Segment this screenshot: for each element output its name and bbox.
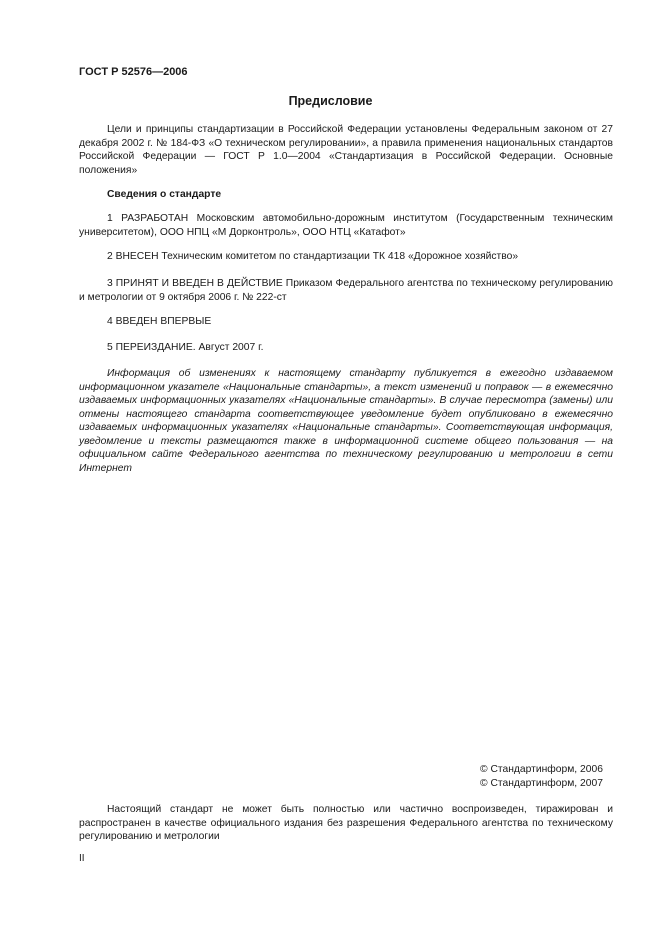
intro-paragraph: Цели и принципы стандартизации в Российской Федерации установлены Федеральным законом от 27 декабря 2002 г. № 184-ФЗ «О техническом регулировании», а правила применения национальных стандартов Российской Федерации — ГОСТ Р 1.0—2004 «Стандартизация в Российской Федерации. Основные положения»	[79, 124, 613, 176]
copyright-line: © Стандартинформ, 2006	[480, 764, 603, 775]
info-note: Информация об изменениях к настоящему стандарту публикуется в ежегодно издаваемом информационном указателе «Национальные стандарты», а текст изменений и поправок — в ежемесячно издаваемых информационных указателях «Национальные стандарты». В случае пересмотра (замены) или отмены настоящего стандарта соответствующее уведомление будет опубликовано в ежемесячно издаваемых информационных указателях «Национальные стандарты». Соответствующая информация, уведомление и тексты размещаются также в информационной системе общего пользования — на официальном сайте Федерального агентства по техническому регулированию и метрологии в сети Интернет	[79, 368, 613, 474]
list-item: 1 РАЗРАБОТАН Московским автомобильно-дорожным институтом (Государственным техническим университетом), ООО НПЦ «М Дорконтроль», ООО НТЦ «Катафот»	[79, 213, 613, 238]
copyright-line: © Стандартинформ, 2007	[480, 777, 603, 789]
copyright-block	[480, 763, 603, 790]
reproduction-notice: Настоящий стандарт не может быть полностью или частично воспроизведен, тиражирован и распространен в качестве официального издания без разрешения Федерального агентства по техническому регулированию и метрологии	[79, 804, 613, 842]
list-item: 5 ПЕРЕИЗДАНИЕ. Август 2007 г.	[107, 342, 264, 353]
list-item: 2 ВНЕСЕН Техническим комитетом по стандартизации ТК 418 «Дорожное хозяйство»	[107, 251, 519, 262]
list-item: 4 ВВЕДЕН ВПЕРВЫЕ	[107, 316, 212, 327]
document-id-header: ГОСТ Р 52576—2006	[79, 66, 188, 78]
section-title: Сведения о стандарте	[107, 189, 222, 200]
page-title: Предисловие	[288, 94, 373, 108]
list-item: 3 ПРИНЯТ И ВВЕДЕН В ДЕЙСТВИЕ Приказом Федерального агентства по техническому регулированию и метрологии от 9 октября 2006 г. № 222-ст	[79, 278, 613, 303]
page-number: II	[79, 853, 85, 864]
